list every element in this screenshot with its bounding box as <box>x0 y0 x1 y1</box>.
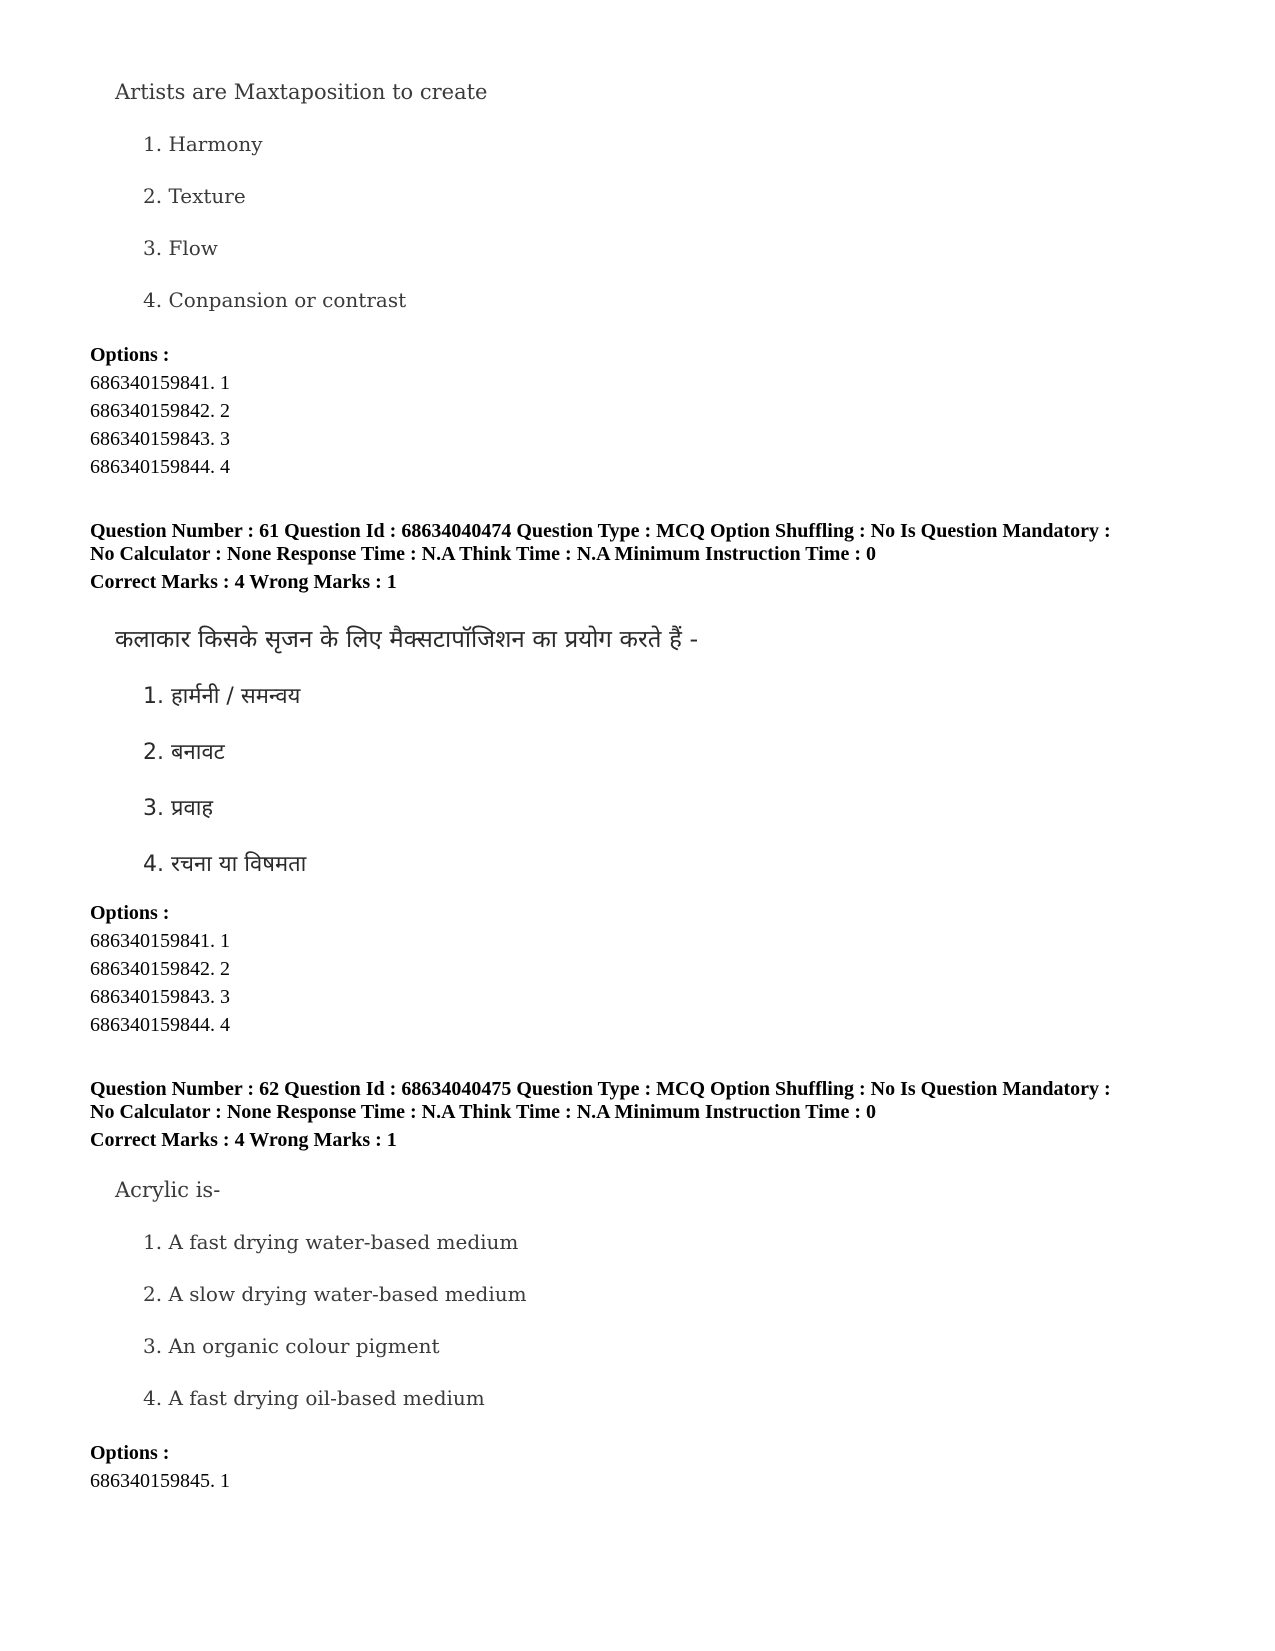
question-header-line2: No Calculator : None Response Time : N.A Think Time : N.A Minimum Instruction Time : 0 <box>90 543 876 565</box>
option-id: 686340159841. 1 <box>90 372 230 394</box>
choice-3: 3. An organic colour pigment <box>143 1334 440 1358</box>
choice-4: 4. Conpansion or contrast <box>143 288 407 312</box>
option-id: 686340159842. 2 <box>90 400 230 422</box>
question-marks: Correct Marks : 4 Wrong Marks : 1 <box>90 571 397 593</box>
question-header-line2: No Calculator : None Response Time : N.A Think Time : N.A Minimum Instruction Time : 0 <box>90 1101 876 1123</box>
choice-1: 1. हार्मनी / समन्वय <box>143 684 301 709</box>
option-id: 686340159841. 1 <box>90 930 230 952</box>
option-id: 686340159844. 4 <box>90 456 230 478</box>
question-stem: कलाकार किसके सृजन के लिए मैक्सटापॉजिशन का प्रयोग करते हैं - <box>115 625 699 653</box>
option-id: 686340159844. 4 <box>90 1014 230 1036</box>
options-label: Options : <box>90 1442 170 1464</box>
choice-1: 1. Harmony <box>143 132 263 156</box>
choice-3: 3. प्रवाह <box>143 796 214 821</box>
choice-4: 4. A fast drying oil-based medium <box>143 1386 485 1410</box>
choice-2: 2. बनावट <box>143 740 225 765</box>
option-id: 686340159842. 2 <box>90 958 230 980</box>
choice-2: 2. Texture <box>143 184 246 208</box>
question-marks: Correct Marks : 4 Wrong Marks : 1 <box>90 1129 397 1151</box>
options-label: Options : <box>90 344 170 366</box>
choice-4: 4. रचना या विषमता <box>143 852 307 877</box>
choice-3: 3. Flow <box>143 236 218 260</box>
option-id: 686340159845. 1 <box>90 1470 230 1492</box>
question-stem: Artists are Maxtaposition to create <box>115 80 488 104</box>
question-stem: Acrylic is- <box>115 1178 221 1202</box>
choice-2: 2. A slow drying water-based medium <box>143 1282 527 1306</box>
question-header-line1: Question Number : 62 Question Id : 68634040475 Question Type : MCQ Option Shuffling : No Is Question Mandatory : <box>90 1078 1111 1100</box>
options-label: Options : <box>90 902 170 924</box>
question-header-line1: Question Number : 61 Question Id : 68634040474 Question Type : MCQ Option Shuffling : No Is Question Mandatory : <box>90 520 1111 542</box>
option-id: 686340159843. 3 <box>90 428 230 450</box>
option-id: 686340159843. 3 <box>90 986 230 1008</box>
choice-1: 1. A fast drying water-based medium <box>143 1230 519 1254</box>
